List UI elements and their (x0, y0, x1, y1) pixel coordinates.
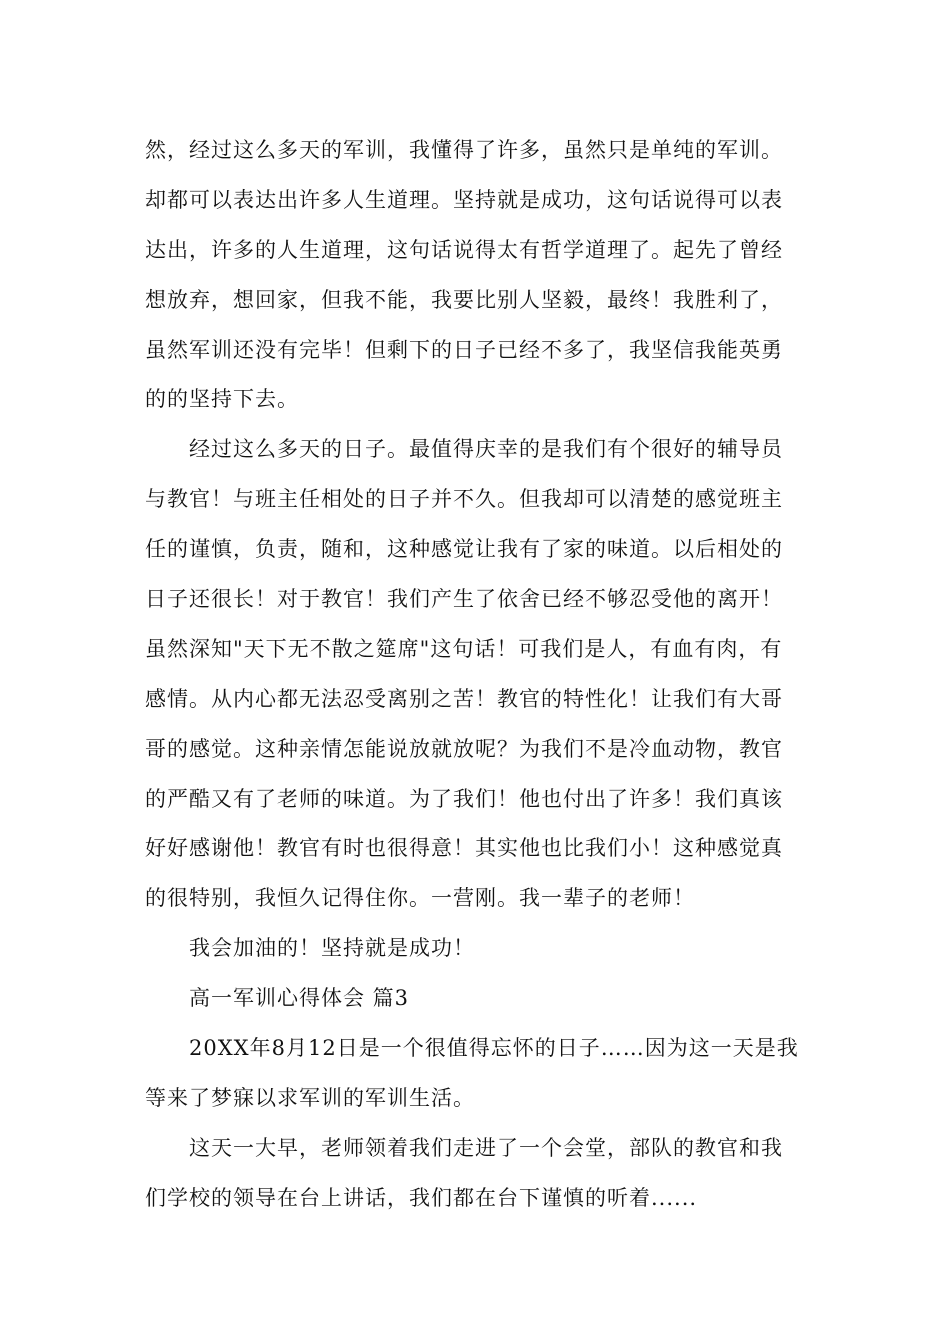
text-line: 日子还很长！对于教官！我们产生了依舍已经不够忍受他的离开！ (145, 587, 783, 612)
text-line: 任的谨慎，负责，随和，这种感觉让我有了家的味道。以后相处的 (145, 537, 783, 562)
document-body (145, 126, 810, 1224)
text-line: 高一军训心得体会 篇3 (189, 986, 410, 1011)
text-line: 好好感谢他！教官有时也很得意！其实他也比我们小！这种感觉真 (145, 836, 783, 861)
text-line: 虽然军训还没有完毕！但剩下的日子已经不多了，我坚信我能英勇 (145, 337, 783, 362)
text-line: 20XX年8月12日是一个很值得忘怀的日子……因为这一天是我 (189, 1036, 799, 1061)
text-line: 虽然深知"天下无不散之筵席"这句话！可我们是人，有血有肉，有 (145, 636, 783, 661)
paragraph (145, 1024, 810, 1124)
text-line: 然，经过这么多天的军训，我懂得了许多，虽然只是单纯的军训。 (145, 138, 783, 162)
paragraph (145, 425, 810, 924)
text-line: 这天一大早，老师领着我们走进了一个会堂，部队的教官和我 (189, 1135, 783, 1160)
text-line: 的的坚持下去。 (145, 387, 299, 412)
paragraph (145, 974, 810, 1024)
paragraph (145, 1124, 810, 1224)
text-line: 达出，许多的人生道理，这句话说得太有哲学道理了。起先了曾经 (145, 237, 783, 262)
text-line: 想放弃，想回家，但我不能，我要比别人坚毅，最终！我胜利了， (145, 287, 783, 312)
text-line: 感情。从内心都无法忍受离别之苦！教官的特性化！让我们有大哥 (145, 686, 783, 711)
text-line: 的很特别，我恒久记得住你。一营刚。我一辈子的老师！ (145, 886, 695, 911)
text-line: 们学校的领导在台上讲话，我们都在台下谨慎的听着...... (145, 1185, 698, 1210)
text-line: 的严酷又有了老师的味道。为了我们！他也付出了许多！我们真该 (145, 786, 783, 811)
text-line: 与教官！与班主任相处的日子并不久。但我却可以清楚的感觉班主 (145, 487, 783, 512)
text-line: 经过这么多天的日子。最值得庆幸的是我们有个很好的辅导员 (189, 437, 783, 462)
text-line: 哥的感觉。这种亲情怎能说放就放呢？为我们不是冷血动物，教官 (145, 736, 783, 761)
paragraph (145, 924, 810, 974)
text-line: 却都可以表达出许多人生道理。坚持就是成功，这句话说得可以表 (145, 187, 783, 212)
text-line: 我会加油的！坚持就是成功！ (189, 936, 475, 961)
text-line: 等来了梦寐以求军训的军训生活。 (145, 1085, 475, 1110)
paragraph (145, 126, 810, 425)
